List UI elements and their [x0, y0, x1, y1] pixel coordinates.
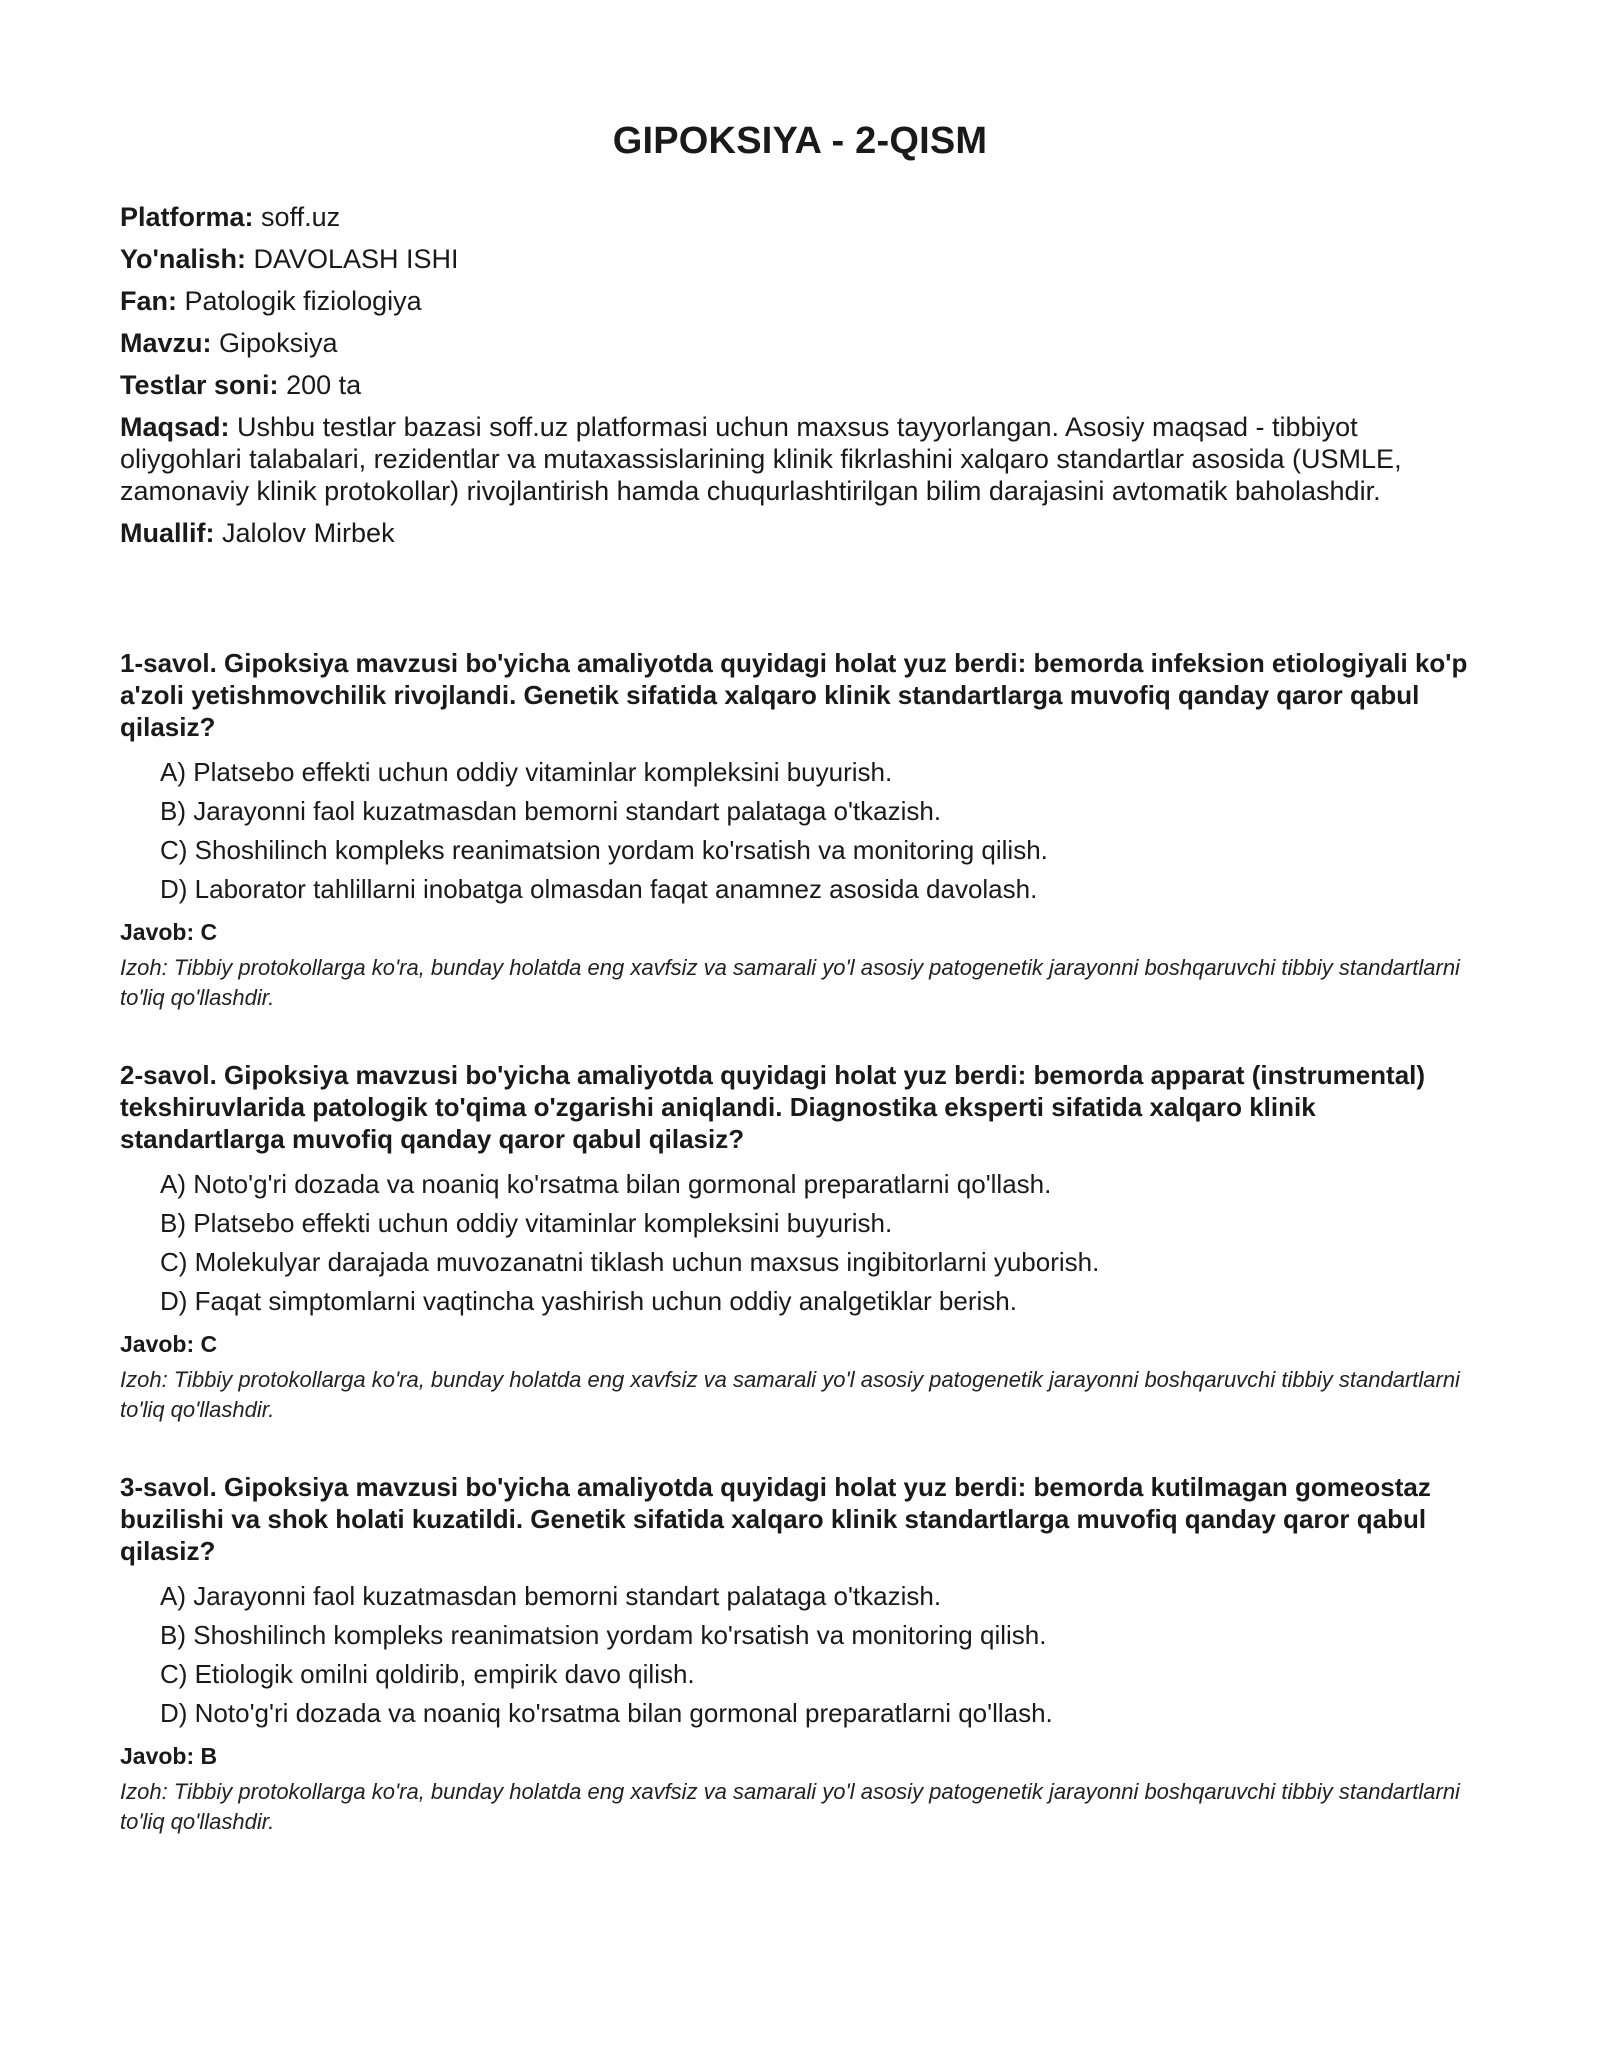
- answer-options: [120, 1165, 1480, 1321]
- meta-yonalish: [120, 243, 1480, 275]
- meta-value: 200 ta: [286, 370, 362, 400]
- meta-key: Fan:: [120, 286, 177, 316]
- meta-mavzu: [120, 327, 1480, 359]
- option-b: B) Shoshilinch kompleks reanimatsion yordam ko'rsatish va monitoring qilish.: [160, 1620, 1047, 1650]
- question-text: 3-savol. Gipoksiya mavzusi bo'yicha amaliyotda quyidagi holat yuz berdi: bemorda kutilmagan gomeostaz buzilishi va shok holati kuzatildi. Genetik sifatida xalqaro klinik standartlarga muvofiq qanday qaror qabul qilasiz?: [120, 1472, 1431, 1566]
- meta-value: Gipoksiya: [219, 328, 338, 358]
- option-d: D) Noto'g'ri dozada va noaniq ko'rsatma bilan gormonal preparatlarni qo'llash.: [160, 1698, 1053, 1728]
- option-d: D) Laborator tahlillarni inobatga olmasdan faqat anamnez asosida davolash.: [160, 874, 1038, 904]
- explanation-note: Izoh: Tibbiy protokollarga ko'ra, bunday holatda eng xavfsiz va samarali yo'l asosiy patogenetik jarayonni boshqaruvchi tibbiy standartlarni to'liq qo'llashdir.: [120, 1779, 1460, 1834]
- option-a: A) Jarayonni faol kuzatmasdan bemorni standart palataga o'tkazish.: [160, 1581, 942, 1611]
- answer-key: Javob: B: [120, 1743, 218, 1769]
- answer-key: Javob: C: [120, 1331, 218, 1357]
- option-d: D) Faqat simptomlarni vaqtincha yashirish uchun oddiy analgetiklar berish.: [160, 1286, 1017, 1316]
- meta-value: soff.uz: [261, 202, 341, 232]
- meta-key: Muallif:: [120, 518, 215, 548]
- meta-key: Platforma:: [120, 202, 254, 232]
- option-c: C) Etiologik omilni qoldirib, empirik davo qilish.: [160, 1659, 695, 1689]
- meta-key: Maqsad:: [120, 412, 230, 442]
- meta-testlar-soni: [120, 369, 1480, 401]
- meta-fan: [120, 285, 1480, 317]
- meta-platforma: [120, 201, 1480, 233]
- question-2: [120, 1059, 1480, 1425]
- explanation-note: Izoh: Tibbiy protokollarga ko'ra, bunday holatda eng xavfsiz va samarali yo'l asosiy patogenetik jarayonni boshqaruvchi tibbiy standartlarni to'liq qo'llashdir.: [120, 955, 1460, 1010]
- document-title: GIPOKSIYA - 2-QISM: [612, 120, 988, 162]
- explanation-note: Izoh: Tibbiy protokollarga ko'ra, bunday holatda eng xavfsiz va samarali yo'l asosiy patogenetik jarayonni boshqaruvchi tibbiy standartlarni to'liq qo'llashdir.: [120, 1367, 1460, 1422]
- meta-value: Jalolov Mirbek: [222, 518, 395, 548]
- meta-muallif: [120, 517, 1480, 549]
- option-b: B) Platsebo effekti uchun oddiy vitaminlar kompleksini buyurish.: [160, 1208, 893, 1238]
- meta-value: Patologik fiziologiya: [184, 286, 422, 316]
- meta-key: Yo'nalish:: [120, 244, 246, 274]
- meta-maqsad: [120, 411, 1480, 507]
- meta-value: Ushbu testlar bazasi soff.uz platformasi uchun maxsus tayyorlangan. Asosiy maqsad - tibbiyot oliygohlari talabalari, rezidentlar va mutaxassislarining klinik fikrlashini xalqaro standartlar asosida (USMLE, zamonaviy klinik protokollar) rivojlantirish hamda chuqurlashtirilgan bilim darajasini avtomatik baholashdir.: [120, 412, 1402, 506]
- meta-key: Mavzu:: [120, 328, 212, 358]
- meta-key: Testlar soni:: [120, 370, 279, 400]
- option-a: A) Noto'g'ri dozada va noaniq ko'rsatma bilan gormonal preparatlarni qo'llash.: [160, 1169, 1052, 1199]
- answer-options: [120, 753, 1480, 909]
- question-text: 2-savol. Gipoksiya mavzusi bo'yicha amaliyotda quyidagi holat yuz berdi: bemorda apparat (instrumental) tekshiruvlarida patologik to'qima o'zgarishi aniqlandi. Diagnostika eksperti sifatida xalqaro klinik standartlarga muvofiq qanday qaror qabul qilasiz?: [120, 1060, 1426, 1154]
- answer-key: Javob: C: [120, 919, 218, 945]
- answer-options: [120, 1577, 1480, 1733]
- question-text: 1-savol. Gipoksiya mavzusi bo'yicha amaliyotda quyidagi holat yuz berdi: bemorda infeksion etiologiyali ko'p a'zoli yetishmovchilik rivojlandi. Genetik sifatida xalqaro klinik standartlarga muvofiq qanday qaror qabul qilasiz?: [120, 648, 1468, 742]
- question-1: [120, 647, 1480, 1013]
- meta-value: DAVOLASH ISHI: [253, 244, 459, 274]
- question-3: [120, 1471, 1480, 1837]
- option-b: B) Jarayonni faol kuzatmasdan bemorni standart palataga o'tkazish.: [160, 796, 942, 826]
- option-c: C) Shoshilinch kompleks reanimatsion yordam ko'rsatish va monitoring qilish.: [160, 835, 1048, 865]
- document-meta: [120, 201, 1480, 549]
- option-a: A) Platsebo effekti uchun oddiy vitaminlar kompleksini buyurish.: [160, 757, 893, 787]
- document-page: [120, 120, 1480, 1883]
- option-c: C) Molekulyar darajada muvozanatni tiklash uchun maxsus ingibitorlarni yuborish.: [160, 1247, 1100, 1277]
